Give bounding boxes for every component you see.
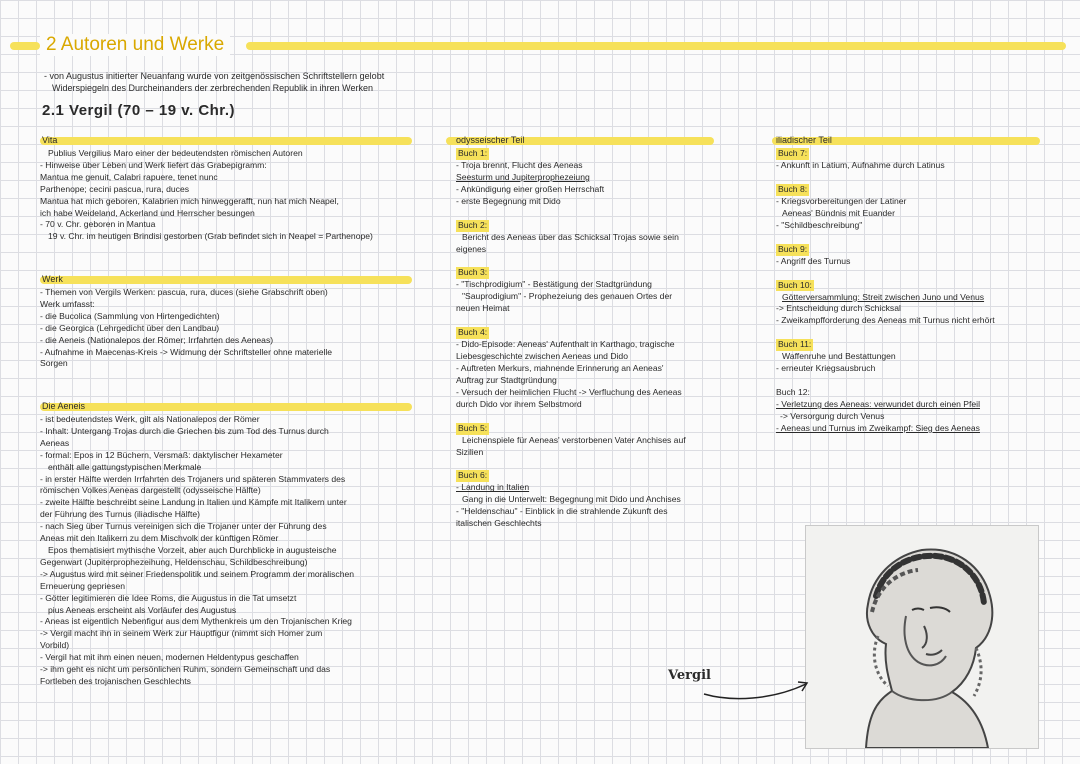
aeneis-line: Aneas mit den Italikern zu dem Mischvolk der künftigen Römer [40, 533, 279, 544]
vita-line: - 70 v. Chr. geboren in Mantua [40, 219, 156, 230]
book-label: Buch 4: [458, 327, 488, 338]
aeneis-line: Vorbild) [40, 640, 70, 651]
book-line: - Angriff des Turnus [776, 255, 851, 266]
intro-text [44, 70, 424, 94]
col3-books [776, 148, 1066, 435]
book-line: Götterversammlung: Streit zwischen Juno und Venus [782, 291, 985, 302]
book-line: - "Tischprodigium" - Bestätigung der Stadtgründung [456, 279, 652, 290]
book-line: Seesturm und Jupiterprophezeiung [456, 171, 590, 182]
aeneis-line: Erneuerung gepriesen [40, 580, 126, 591]
werk-line: - die Aeneis (Nationalepos der Römer; Irrfahrten des Aeneas) [40, 334, 274, 345]
werk-line: - Aufnahme in Maecenas-Kreis -> Widmung der Schriftsteller ohne materielle [40, 346, 333, 357]
book-label: Buch 1: [458, 148, 488, 158]
aeneis-line: - ist bedeutendstes Werk, gilt als Nationalepos der Römer [40, 414, 260, 424]
aeneis-heading-bar [40, 403, 412, 411]
aeneis-line: Fortleben des trojanischen Geschlechts [40, 675, 191, 686]
book-label: Buch 12: [776, 387, 810, 398]
caption-arrow-icon [702, 678, 812, 706]
title-highlight-left [10, 42, 40, 50]
book-label: Buch 10: [778, 279, 812, 290]
vita-block [40, 148, 420, 243]
werk-heading: Werk [42, 274, 63, 284]
aeneis-line: - nach Sieg über Turnus vereinigen sich die Trojaner unter der Führung des [40, 521, 327, 532]
vita-heading-bar [40, 137, 412, 145]
book-line: - erneuter Kriegsausbruch [776, 363, 876, 374]
aeneis-line: enthält alle gattungstypischen Merkmale [48, 461, 202, 472]
vita-line: Publius Vergilius Maro einer der bedeutendsten römischen Autoren [48, 148, 303, 158]
aeneis-line: Gegenwart (Jupiterprophezeihung, Heldenschau, Schildbeschreibung) [40, 556, 308, 567]
book-line: - Kriegsvorbereitungen der Latiner [776, 195, 907, 206]
aeneis-line: - formal: Epos in 12 Büchern, Versmaß: daktylischer Hexameter [40, 449, 283, 460]
book-line: Gang in die Unterwelt: Begegnung mit Dido und Anchises [462, 494, 681, 505]
werk-line: - die Bucolica (Sammlung von Hirtengedichten) [40, 310, 220, 321]
werk-line: - die Georgica (Lehrgedicht über den Landbau) [40, 322, 220, 333]
werk-block [40, 287, 420, 370]
book-label: Buch 6: [458, 470, 488, 481]
col3-heading: iliadischer Teil [776, 135, 832, 145]
book-line: Sizilien [456, 446, 484, 457]
book-line: - Zweikampfforderung des Aeneas mit Turnus nicht erhört [776, 315, 995, 326]
vita-line: - Hinweise über Leben und Werk liefert das Grabepigramm: [40, 159, 267, 170]
book-line: - Ankunft in Latium, Aufnahme durch Latinus [776, 160, 945, 170]
book-line: italischen Geschlechts [456, 518, 542, 529]
book-line: Leichenspiele für Aeneas' verstorbenen Vater Anchises auf [462, 434, 686, 445]
vita-line: Parthenope; cecini pascua, rura, duces [40, 183, 190, 194]
book-label: Buch 5: [458, 422, 488, 433]
werk-line: Sorgen [40, 358, 68, 369]
aeneis-line: - in erster Hälfte werden Irrfahrten des Trojaners und späteren Stammvaters des [40, 473, 346, 484]
werk-line: Werk umfasst: [40, 298, 95, 309]
book-line: eigenes [456, 243, 487, 254]
aeneis-line: -> Vergil macht ihn in seinem Werk zur Hauptfigur (nimmt sich Homer zum [40, 628, 323, 639]
vergil-portrait [806, 526, 1038, 748]
book-label: Buch 8: [778, 183, 808, 194]
vita-line: Mantua me genuit, Calabri rapuere, tenet nunc [40, 171, 218, 182]
book-line: - "Schildbeschreibung" [776, 219, 863, 230]
aeneis-line: Epos thematisiert mythische Vorzeit, aber auch Durchblicke in augusteische [48, 544, 337, 555]
aeneis-line: pius Aeneas erscheint als Vorläufer des Augustus [48, 604, 237, 615]
book-line: -> Entscheidung durch Schicksal [776, 303, 901, 314]
book-label: Buch 7: [778, 148, 808, 158]
book-line: "Sauprodigium" - Prophezeiung des genauen Ortes der [462, 291, 673, 302]
intro-line: - von Augustus initierter Neuanfang wurde von zeitgenössischen Schriftstellern gelobt [44, 71, 385, 81]
aeneis-line: römischen Volkes Aeneas dargestellt (odysseische Hälfte) [40, 485, 261, 496]
page-title: 2 Autoren und Werke [40, 34, 230, 56]
vita-line: ich habe Weideland, Ackerland und Herrscher besungen [40, 207, 255, 218]
book-line: - Landung in Italien [456, 482, 530, 493]
book-line: -> Versorgung durch Venus [780, 410, 885, 421]
aeneis-line: - Inhalt: Untergang Trojas durch die Griechen bis zum Tod des Turnus durch [40, 425, 329, 436]
book-line: - "Heldenschau" - Einblick in die strahlende Zukunft des [456, 506, 668, 517]
intro-line: Widerspiegeln des Durcheinanders der zerbrechenden Republik in ihren Werken [52, 83, 374, 93]
book-line: Aeneas' Bündnis mit Euander [782, 207, 895, 218]
aeneis-line: -> Augustus wird mit seiner Friedenspolitik und seinem Programm der moralischen [40, 568, 355, 579]
aeneis-line: -> ihm geht es nicht um persönlichen Ruhm, sondern Gemeinschaft und das [40, 664, 331, 675]
book-line: durch Dido vor ihrem Selbstmord [456, 398, 582, 409]
book-line: - Dido-Episode: Aeneas' Aufenthalt in Karthago, tragische [456, 339, 675, 350]
vita-line: 19 v. Chr. im heutigen Brindisi gestorben (Grab befindet sich in Neapel = Parthenope) [48, 231, 373, 242]
werk-line: - Themen von Vergils Werken: pascua, rura, duces (siehe Grabschrift oben) [40, 287, 328, 297]
aeneis-line: der Führung des Turnus (iliadische Hälfte) [40, 509, 201, 520]
aeneis-line: - zweite Hälfte beschreibt seine Landung in Italien und Kämpfe mit Italikern unter [40, 497, 347, 508]
aeneis-line: - Aneas ist eigentlich Nebenfigur aus dem Mythenkreis um den Trojanischen Krieg [40, 616, 352, 627]
book-line: - erste Begegnung mit Dido [456, 195, 561, 206]
book-label: Buch 9: [778, 243, 808, 254]
title-highlight-right [246, 42, 1066, 50]
book-label: Buch 11: [778, 339, 812, 350]
aeneis-line: Aeneas [40, 437, 70, 448]
aeneis-heading: Die Aeneis [42, 401, 86, 411]
portrait-caption: Vergil [668, 668, 711, 683]
aeneis-line: - Vergil hat mit ihm einen neuen, modernen Heldentypus geschaffen [40, 652, 299, 663]
book-label: Buch 3: [458, 267, 488, 278]
book-line: - Aeneas und Turnus im Zweikampf: Sieg des Aeneas [776, 422, 980, 433]
book-line: Auftrag zur Stadtgründung [456, 374, 557, 385]
aeneis-line: - Götter legitimieren die Idee Roms, die Augustus in die Tat umsetzt [40, 592, 297, 603]
book-line: neuen Heimat [456, 303, 510, 314]
book-label: Buch 2: [458, 219, 488, 230]
book-line: Waffenruhe und Bestattungen [782, 351, 896, 362]
book-line: - Versuch der heimlichen Flucht -> Verfluchung des Aeneas [456, 386, 682, 397]
book-line: Bericht des Aeneas über das Schicksal Trojas sowie sein [462, 231, 679, 242]
aeneis-block [40, 414, 420, 688]
col2-heading: odysseischer Teil [456, 135, 525, 145]
vita-line: Mantua hat mich geboren, Kalabrien mich hinweggerafft, nun hat mich Neapel, [40, 195, 339, 206]
vergil-bust-illustration [806, 526, 1038, 748]
vita-heading: Vita [42, 135, 58, 145]
col2-books [456, 148, 736, 530]
book-line: Liebesgeschichte zwischen Aeneas und Dido [456, 351, 628, 362]
book-line: - Auftreten Merkurs, mahnende Erinnerung an Aeneas' [456, 362, 664, 373]
werk-heading-bar [40, 276, 412, 284]
book-line: - Verletzung des Aeneas: verwundet durch einen Pfeil [776, 399, 980, 410]
section-subtitle: 2.1 Vergil (70 – 19 v. Chr.) [42, 102, 235, 119]
book-line: - Ankündigung einer großen Herrschaft [456, 183, 605, 194]
book-line: - Troja brennt, Flucht des Aeneas [456, 160, 583, 170]
